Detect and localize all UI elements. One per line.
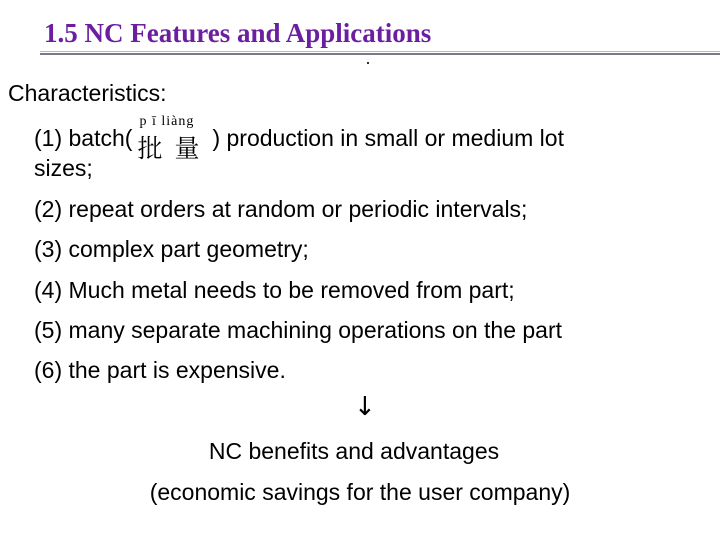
pinyin-text: p ī liàng xyxy=(139,114,195,129)
list-item-3: (3) complex part geometry; xyxy=(34,236,309,262)
list-item-1-after: ) production in small or medium lot xyxy=(212,125,564,151)
savings-line: (economic savings for the user company) xyxy=(149,479,571,505)
list-item-2: (2) repeat orders at random or periodic intervals; xyxy=(34,196,528,222)
hanzi-text: 批量 xyxy=(137,134,212,163)
slide-title: 1.5 NC Features and Applications xyxy=(44,18,432,48)
title-divider xyxy=(40,50,720,55)
list-item-5: (5) many separate machining operations on the part xyxy=(34,317,563,343)
down-arrow: ↓ xyxy=(354,392,376,422)
pinyin-annotation xyxy=(133,114,212,163)
list-item-4: (4) Much metal needs to be removed from part; xyxy=(34,277,515,303)
list-item-1-continuation: sizes; xyxy=(34,155,93,181)
stray-dot xyxy=(367,62,369,64)
benefits-line: NC benefits and advantages xyxy=(208,438,500,464)
list-item-1 xyxy=(34,114,564,163)
list-item-6: (6) the part is expensive. xyxy=(34,357,286,383)
list-item-1-before: (1) batch( xyxy=(34,125,133,151)
characteristics-heading: Characteristics: xyxy=(8,80,167,106)
